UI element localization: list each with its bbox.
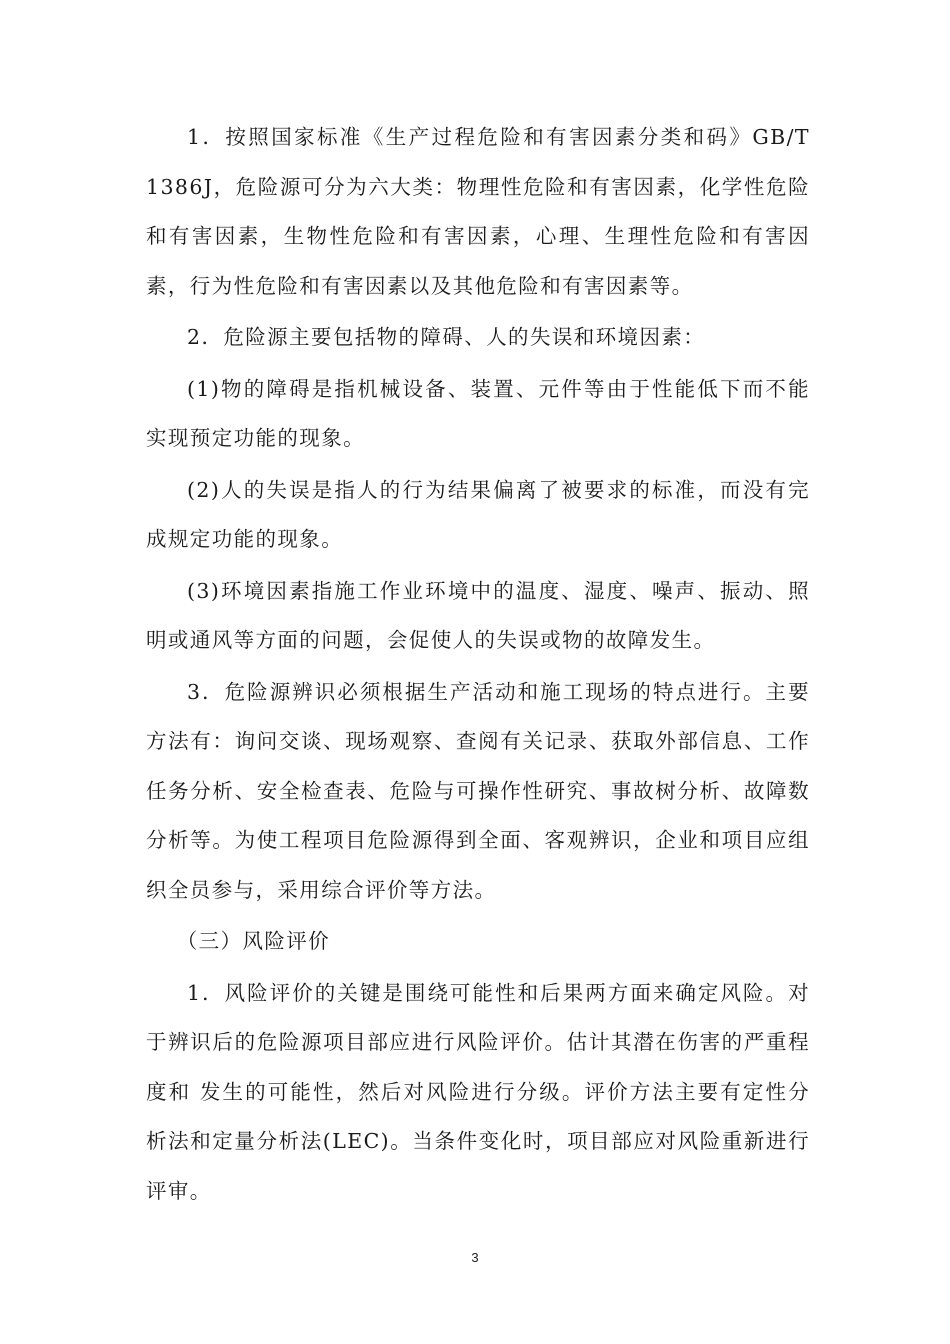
paragraph-human-error: (2)人的失误是指人的行为结果偏离了被要求的标准，而没有完成规定功能的现象。 <box>146 477 810 551</box>
document-body <box>146 113 810 1218</box>
section-heading-risk-evaluation: （三）风险评价 <box>176 929 331 953</box>
paragraph-risk-evaluation: 1．风险评价的关键是围绕可能性和后果两方面来确定风险。对于辨识后的危险源项目部应进行风险评价。估计其潜在伤害的严重程度和 发生的可能性，然后对风险进行分级。评价方法主要有定性分析法和定量分析法(LEC)。当条件变化时，项目部应对风险重新进行评审。 <box>146 980 810 1203</box>
page-number: 3 <box>471 1250 479 1265</box>
paragraph-hazard-sources: 2．危险源主要包括物的障碍、人的失误和环境因素： <box>187 325 706 349</box>
paragraph-hazard-classification: 1．按照国家标准《生产过程危险和有害因素分类和码》GB/T 1386J，危险源可分为六大类：物理性危险和有害因素，化学性危险和有害因素，生物性危险和有害因素，心理、生理性危险和有害因素，行为性危险和有害因素以及其他危险和有害因素等。 <box>146 125 810 298</box>
paragraph-hazard-identification: 3．危险源辨识必须根据生产活动和施工现场的特点进行。主要方法有：询问交谈、现场观察、查阅有关记录、获取外部信息、工作任务分析、安全检查表、危险与可操作性研究、事故树分析、故障数分析等。为使工程项目危险源得到全面、客观辨识，企业和项目应组织全员参与，采用综合评价等方法。 <box>146 679 810 902</box>
paragraph-environmental-factors: (3)环境因素指施工作业环境中的温度、湿度、噪声、振动、照明或通风等方面的问题，会促使人的失误或物的故障发生。 <box>146 578 810 652</box>
paragraph-material-obstacle: (1)物的障碍是指机械设备、装置、元件等由于性能低下而不能实现预定功能的现象。 <box>146 376 810 450</box>
